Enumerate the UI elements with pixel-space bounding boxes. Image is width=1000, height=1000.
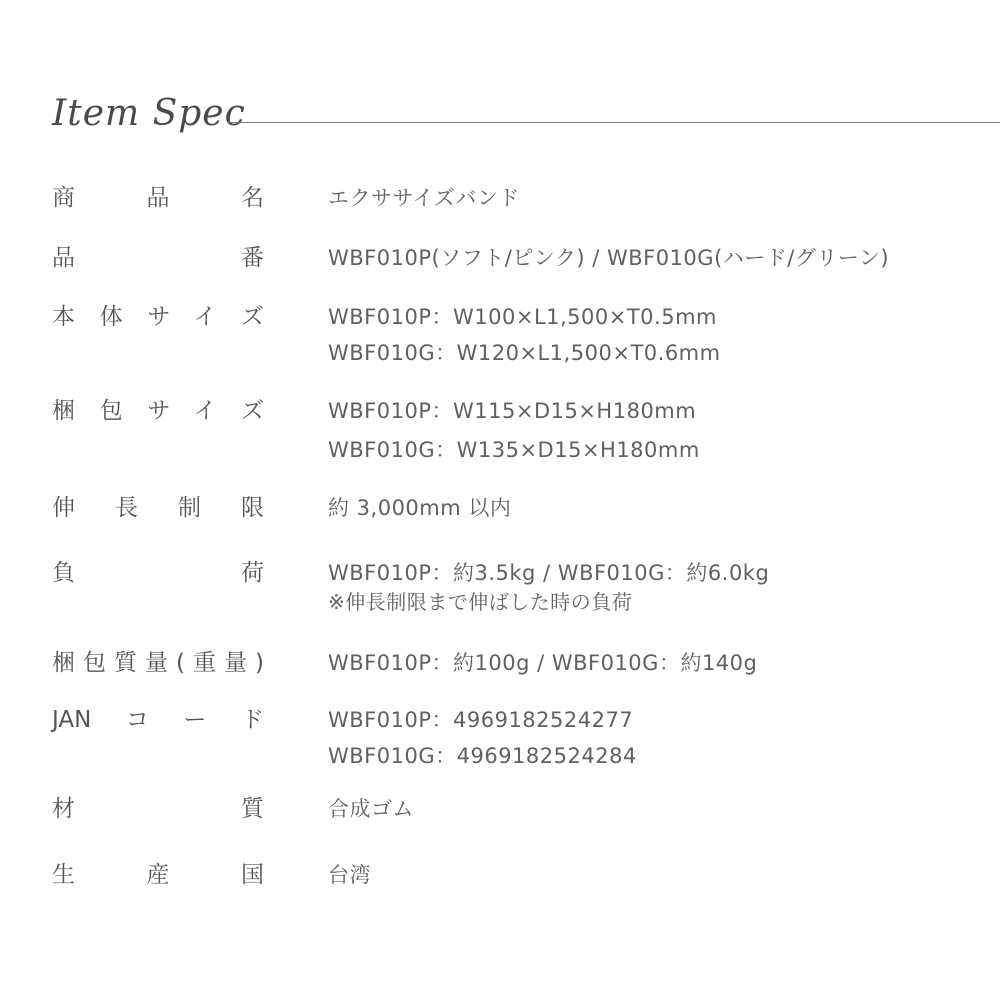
- spec-label: 本体サイズ: [52, 304, 264, 330]
- spec-label: 生産国: [52, 862, 264, 888]
- spec-value: WBF010G：W120×L1,500×T0.6mm: [328, 341, 721, 365]
- spec-values: [328, 240, 988, 276]
- spec-values: [328, 791, 988, 827]
- spec-value: WBF010P：約3.5kg / WBF010G：約6.0kg: [328, 561, 770, 585]
- spec-values: [328, 702, 988, 774]
- spec-label: 梱包質量(重量): [52, 650, 264, 676]
- spec-value: 台湾: [328, 863, 371, 887]
- spec-values: [328, 857, 988, 893]
- spec-values: [328, 299, 988, 371]
- spec-note: ※伸長制限まで伸ばした時の負荷: [328, 590, 633, 614]
- spec-label: JANコード: [52, 707, 264, 733]
- spec-values: [328, 555, 988, 617]
- spec-value: 約 3,000mm 以内: [328, 496, 512, 520]
- spec-value: WBF010P：W100×L1,500×T0.5mm: [328, 305, 717, 329]
- spec-value: WBF010G：4969182524284: [328, 744, 637, 768]
- spec-value: WBF010G：W135×D15×H180mm: [328, 438, 700, 462]
- spec-label: 負荷: [52, 560, 264, 586]
- spec-values: [328, 180, 988, 216]
- item-spec-heading: Item Spec: [52, 93, 246, 134]
- spec-values: [328, 490, 988, 526]
- spec-values: [328, 645, 988, 681]
- spec-value: WBF010P：4969182524277: [328, 708, 634, 732]
- heading-divider: [228, 122, 1000, 123]
- spec-value: WBF010P(ソフト/ピンク) / WBF010G(ハード/グリーン): [328, 246, 890, 270]
- spec-label: 材質: [52, 796, 264, 822]
- spec-value: エクササイズバンド: [328, 186, 520, 210]
- spec-label: 商品名: [52, 185, 264, 211]
- spec-label: 伸長制限: [52, 495, 264, 521]
- spec-value: 合成ゴム: [328, 797, 414, 821]
- spec-value: WBF010P：約100g / WBF010G：約140g: [328, 651, 758, 675]
- spec-label: 梱包サイズ: [52, 398, 264, 424]
- spec-label: 品番: [52, 245, 264, 271]
- spec-values: [328, 393, 988, 468]
- spec-value: WBF010P：W115×D15×H180mm: [328, 399, 697, 423]
